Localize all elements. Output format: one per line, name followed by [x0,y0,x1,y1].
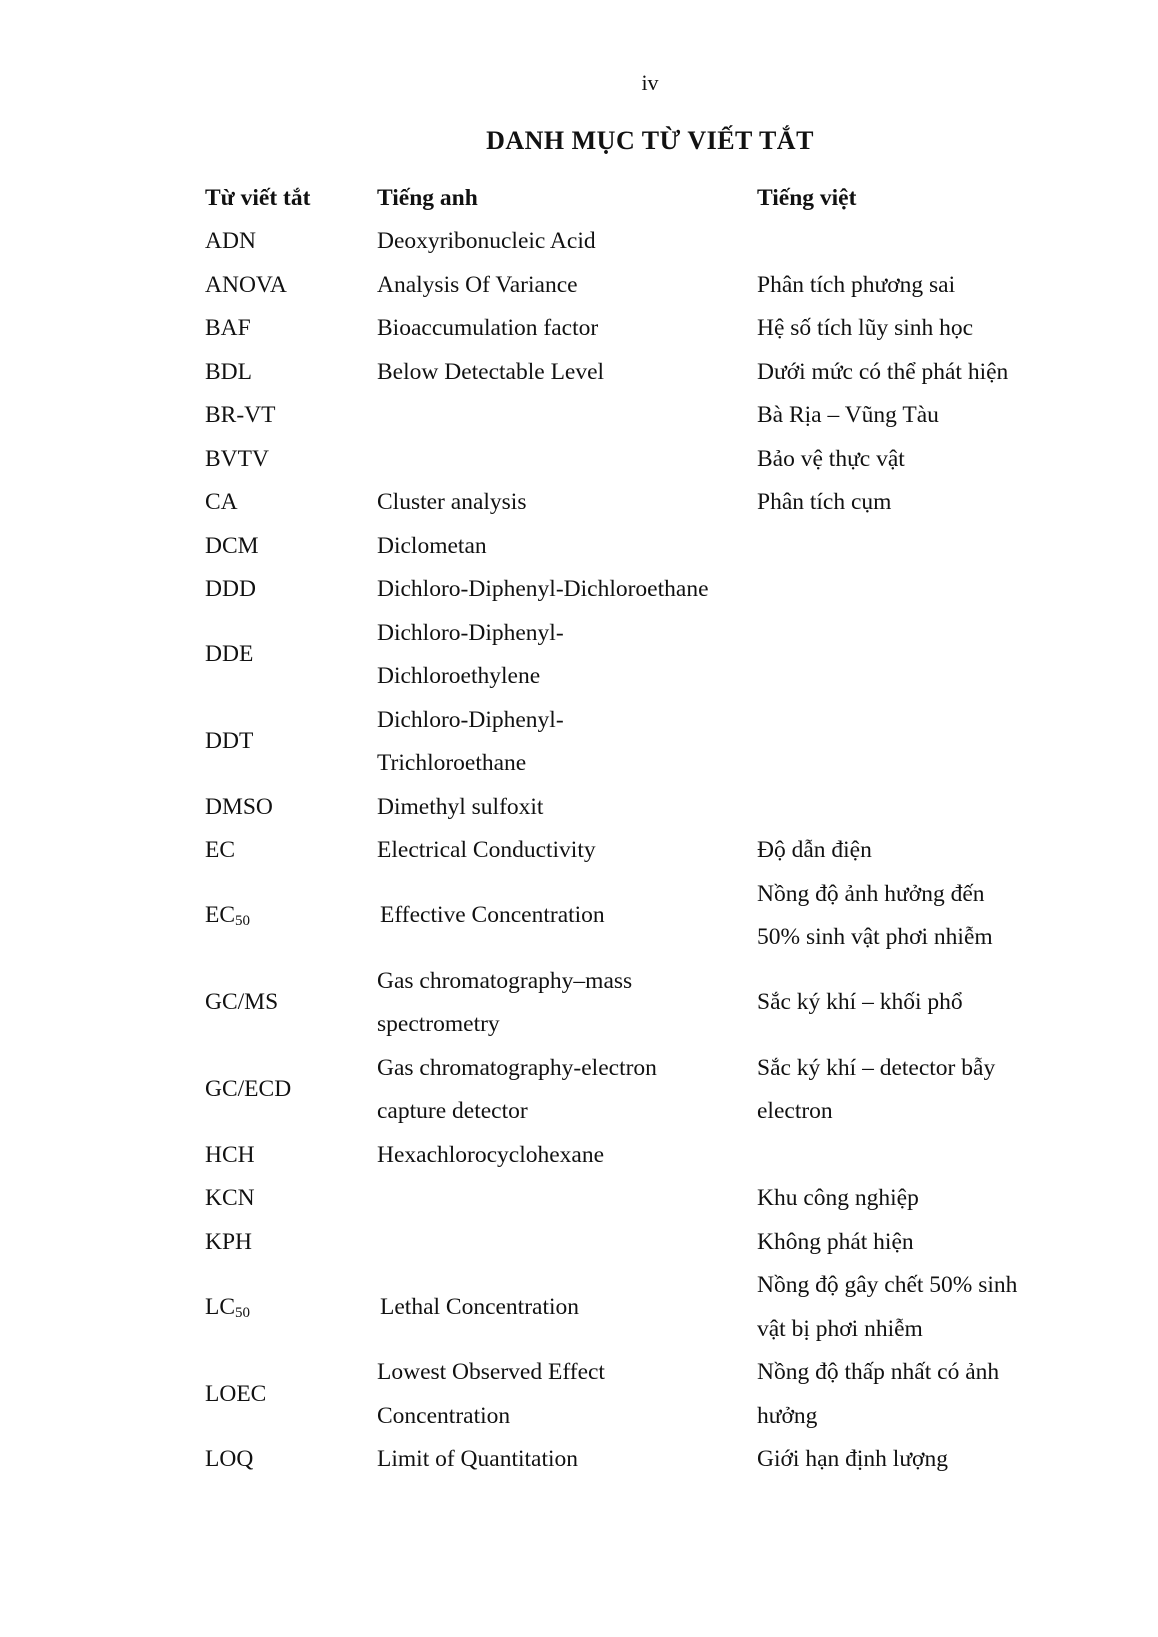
abbr-cell: DDD [205,576,256,602]
vietnamese-cell: Không phát hiện [757,1228,914,1255]
table-row [205,220,1055,264]
vietnamese-cell [757,1047,1055,1134]
english-cell [377,394,757,438]
vietnamese-cell: Khu công nghiệp [757,1185,919,1211]
abbr-cell: DCM [205,532,259,559]
header-abbreviation: Từ viết tắt [205,184,311,211]
table-row [205,568,1055,612]
page-number: iv [641,70,659,95]
english-cell: Dichloro-Diphenyl-Dichloroethane [377,576,709,602]
english-line: spectrometry [377,1011,500,1037]
vietnamese-cell: Giới hạn định lượng [757,1446,948,1472]
abbr-cell: ADN [205,228,256,254]
table-row [205,351,1055,395]
english-cell [377,1221,757,1265]
header-vietnamese: Tiếng việt [757,184,857,211]
english-cell: Electrical Conductivity [377,837,596,863]
vietnamese-cell: Bà Rịa – Vũng Tàu [757,402,939,428]
english-line: Gas chromatography–mass [377,967,633,994]
abbr-cell: HCH [205,1141,255,1168]
english-line: capture detector [377,1098,528,1124]
english-line: Lowest Observed Effect [377,1359,605,1385]
abbr-cell: GC/MS [205,989,279,1016]
table-row [205,1177,1055,1221]
vietnamese-cell [757,220,1055,264]
english-cell [377,612,757,699]
abbr-cell: BR-VT [205,402,276,428]
english-cell [377,960,757,1047]
vietnamese-cell [757,699,1055,786]
abbr-base: LC [205,1293,236,1320]
table-row [205,438,1055,482]
abbr-cell [205,1264,377,1351]
table-row [205,307,1055,351]
vietnamese-cell [757,568,1055,612]
vietnamese-cell: Phân tích cụm [757,489,892,515]
abbr-cell: DMSO [205,793,273,820]
abbr-base: EC [205,902,236,929]
english-cell [377,1177,757,1221]
vietnamese-line: Nồng độ gây chết 50% sinh [757,1272,1018,1298]
abbr-cell: LOQ [205,1446,254,1472]
english-line: Dichloro-Diphenyl- [377,619,564,646]
english-cell [377,699,757,786]
table-row [205,786,1055,830]
table-row [205,1134,1055,1178]
abbr-cell: BDL [205,358,252,385]
vietnamese-cell [757,1134,1055,1178]
vietnamese-line: Nồng độ ảnh hưởng đến [757,880,985,907]
abbr-cell: CA [205,489,238,515]
table-row [205,873,1055,960]
english-cell [377,1351,757,1438]
table-row [205,525,1055,569]
table-row [205,1351,1055,1438]
english-cell: Hexachlorocyclohexane [377,1141,605,1168]
abbr-cell: KPH [205,1228,253,1255]
table-row [205,699,1055,786]
table-row [205,612,1055,699]
english-cell: Dimethyl sulfoxit [377,793,544,820]
table-row [205,1221,1055,1265]
english-cell: Limit of Quantitation [377,1446,579,1472]
abbr-cell: LOEC [205,1380,267,1407]
english-line: Dichloroethylene [377,663,541,689]
english-cell: Diclometan [377,532,487,559]
table-row [205,1438,1055,1482]
abbr-cell: GC/ECD [205,1076,292,1103]
vietnamese-line: vật bị phơi nhiễm [757,1315,923,1342]
table-row [205,264,1055,308]
vietnamese-line: hưởng [757,1402,818,1429]
table-header-row [205,176,1055,220]
vietnamese-cell: Hệ số tích lũy sinh học [757,315,974,341]
abbr-cell [205,873,377,960]
vietnamese-cell: Phân tích phương sai [757,271,956,298]
table-row [205,1264,1055,1351]
vietnamese-line: 50% sinh vật phơi nhiễm [757,924,993,950]
english-cell: Effective Concentration [380,902,605,929]
table-row [205,829,1055,873]
table-row [205,1047,1055,1134]
vietnamese-line: Nồng độ thấp nhất có ảnh [757,1359,1000,1385]
vietnamese-cell: Độ dẫn điện [757,837,872,863]
english-line: Dichloro-Diphenyl- [377,706,564,733]
english-cell: Cluster analysis [377,489,527,515]
abbr-cell: BAF [205,315,251,341]
table-row [205,394,1055,438]
vietnamese-cell: Dưới mức có thể phát hiện [757,358,1009,385]
english-line: Trichloroethane [377,750,527,776]
header-english: Tiếng anh [377,184,478,211]
english-cell: Below Detectable Level [377,358,605,385]
vietnamese-cell [757,1351,1055,1438]
vietnamese-cell [757,525,1055,569]
abbr-cell: DDT [205,728,254,755]
abbreviation-table [205,176,1055,1482]
english-line: Concentration [377,1402,511,1429]
abbr-cell: EC [205,837,236,863]
vietnamese-cell: Bảo vệ thực vật [757,445,905,472]
vietnamese-cell: Sắc ký khí – khối phổ [757,989,963,1016]
table-row [205,960,1055,1047]
english-line: Gas chromatography-electron [377,1054,657,1081]
english-cell: Bioaccumulation factor [377,315,599,341]
abbr-cell: ANOVA [205,271,287,298]
abbr-cell: BVTV [205,445,269,472]
abbr-subscript: 50 [235,913,251,930]
vietnamese-cell [757,612,1055,699]
page-title: DANH MỤC TỪ VIẾT TẮT [486,126,814,155]
vietnamese-cell [757,786,1055,830]
vietnamese-cell [757,1264,1055,1351]
english-cell [377,438,757,482]
english-cell: Lethal Concentration [380,1293,580,1320]
abbr-cell: DDE [205,641,254,668]
abbr-subscript: 50 [235,1304,251,1321]
vietnamese-line: Sắc ký khí – detector bẫy [757,1054,996,1081]
english-cell: Deoxyribonucleic Acid [377,228,596,254]
abbr-cell: KCN [205,1185,255,1211]
table-row [205,481,1055,525]
vietnamese-cell [757,873,1055,960]
vietnamese-line: electron [757,1098,833,1124]
english-cell [377,1047,757,1134]
english-cell: Analysis Of Variance [377,271,578,298]
